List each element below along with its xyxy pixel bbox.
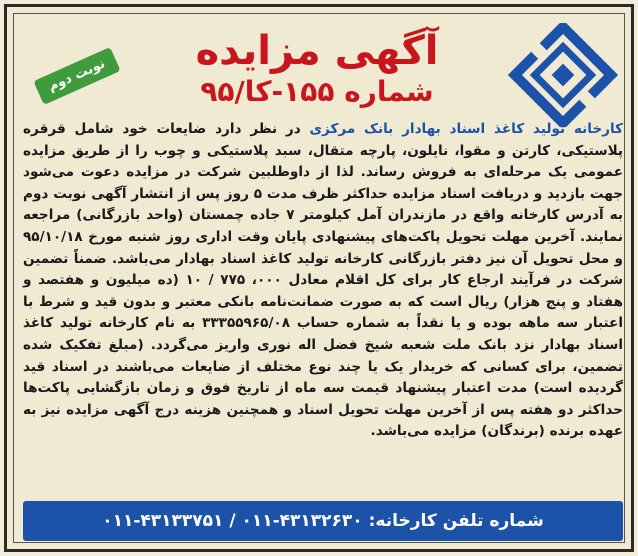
round-badge: نوبت دوم [33, 47, 120, 105]
notice-frame [4, 4, 634, 552]
notice-paragraph: در نظر دارد ضایعات خود شامل قرقره پلاستیکی، کارتن و مقوا، نایلون، پارچه متقال، سبد پلاستیکی و چوب را از طریق مزایده عمومی یک مرحله‌ای به فروش رساند. لذا از داوطلبین شرکت در مزایده دعوت می‌شود جهت بازدید و دریافت اسناد مزایده حداکثر ظرف مدت ۵ روز پس از انتشار آگهی نوبت دوم به آدرس کارخانه واقع در مازندران آمل کیلومتر ۷ جاده چمستان (واحد بازرگانی) مراجعه نمایند. آخرین مهلت تحویل پاکت‌های پیشنهادی پایان وقت اداری روز شنبه مورخ ۹۵/۱۰/۱۸ و محل تحویل آن نیز دفتر بازرگانی کارخانه تولید کاغذ اسناد بهادار می‌باشد. ضمناً تضمین شرکت در فرآیند ارجاع کار برای کل اقلام معادل ۰۰۰، ۷۷۵ / ۱۰ (ده میلیون و هفتصد و هفتاد و پنج هزار) ریال است که به صورت ضمانت‌نامه بانکی معتبر و بدون قید و شرط با اعتبار سه ماهه بوده و یا نقداً به شماره حساب ۳۳۳۵۵۹۶۵/۰۸ به نام کارخانه تولید کاغذ اسناد بهادار نزد بانک ملت شعبه شیخ فضل اله نوری واریز می‌گردد. (مبلغ تفکیک شده تضمین، برای کسانی که خریدار یک یا چند نوع مختلف از ضایعات می‌باشند در اسناد قید گردیده است) مدت اعتبار پیشنهاد قیمت سه ماه از تاریخ فوق و زمان بازگشایی پاکت‌ها حداکثر دو هفته پس از آخرین مهلت تحویل اسناد و همچنین هزینه درج آگهی مزایده نیز به عهده برنده (برندگان) مزایده می‌باشد. [23, 121, 624, 440]
company-name: کارخانه تولید کاغذ اسناد بهادار بانک مرکزی [309, 121, 623, 137]
notice-body [23, 119, 623, 489]
phone-footer: شماره تلفن کارخانه: ۴۳۱۳۲۶۳۰-۰۱۱ / ۴۳۱۳۳۷۵۱-۰۱۱ [23, 501, 623, 541]
notice-title: آگهی مزایده [195, 28, 439, 74]
central-bank-logo-icon [505, 23, 621, 127]
notice-number: شماره ۱۵۵-کا/۹۵ [200, 75, 434, 108]
